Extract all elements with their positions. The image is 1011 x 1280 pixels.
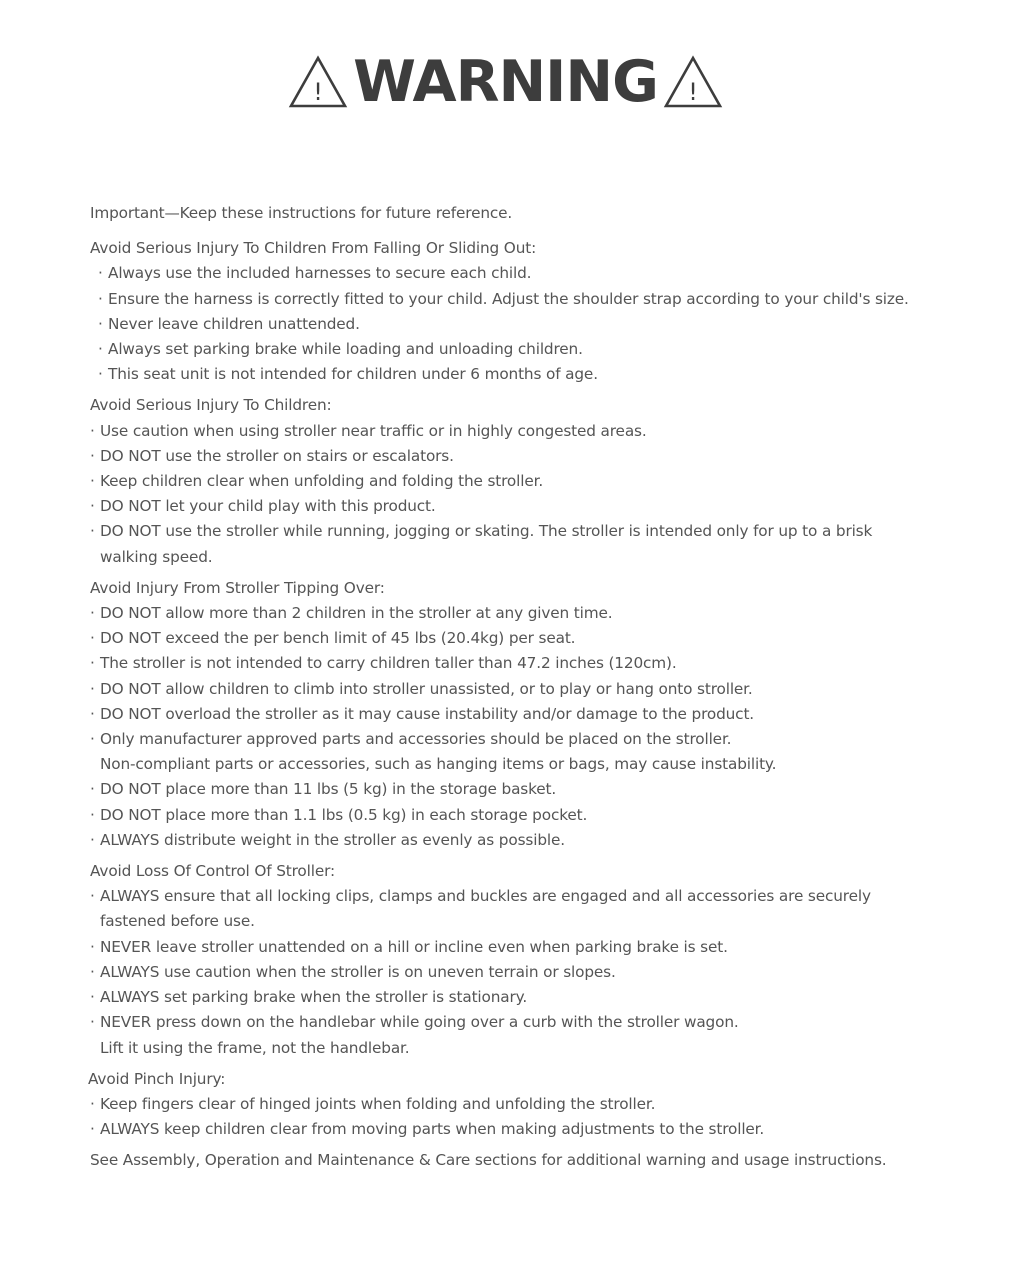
list-item [90, 419, 970, 444]
bullet-icon: · [90, 654, 95, 673]
list-item-text: The stroller is not intended to carry children taller than 47.2 inches (120cm). [100, 654, 677, 673]
list-item [90, 601, 970, 626]
bullet-icon: · [90, 446, 95, 465]
list-item-continuation: walking speed. [100, 547, 213, 566]
warning-section [90, 1067, 970, 1143]
bullet-icon: · [98, 340, 103, 359]
list-item-continuation: fastened before use. [100, 912, 255, 931]
bullet-icon: · [90, 497, 95, 516]
bullet-icon: · [98, 314, 103, 333]
bullet-icon: · [90, 887, 95, 906]
list-item [90, 261, 970, 286]
list-item [90, 651, 970, 676]
bullet-icon: · [90, 472, 95, 491]
warning-triangle-icon [287, 54, 349, 110]
bullet-icon: · [90, 805, 95, 824]
bullet-icon: · [90, 780, 95, 799]
list-item [90, 469, 970, 494]
list-item [90, 1010, 970, 1035]
warning-content [90, 201, 970, 1174]
list-item-text: DO NOT use the stroller while running, jogging or skating. The stroller is intended only for up to a brisk [100, 522, 873, 541]
warning-list [90, 419, 970, 570]
list-item-text: DO NOT place more than 1.1 lbs (0.5 kg) in each storage pocket. [100, 805, 588, 824]
bullet-icon: · [98, 264, 103, 283]
list-item [90, 935, 970, 960]
list-item-text: ALWAYS use caution when the stroller is on uneven terrain or slopes. [100, 962, 616, 981]
list-item-text: DO NOT use the stroller on stairs or escalators. [100, 446, 454, 465]
bullet-icon: · [90, 937, 95, 956]
list-item-text: Only manufacturer approved parts and accessories should be placed on the stroller. [100, 730, 732, 749]
bullet-icon: · [90, 629, 95, 648]
list-item-continuation: Lift it using the frame, not the handlebar. [100, 1038, 410, 1057]
footer-note: See Assembly, Operation and Maintenance & Care sections for additional warning and usage instructions. [90, 1151, 887, 1170]
warning-section [90, 576, 970, 853]
list-item-text: NEVER press down on the handlebar while going over a curb with the stroller wagon. [100, 1013, 739, 1032]
warning-sections [90, 236, 970, 1142]
list-item [90, 960, 970, 985]
warning-triangle-icon [662, 54, 724, 110]
warning-list [90, 1092, 970, 1142]
list-item-text: Keep children clear when unfolding and folding the stroller. [100, 472, 544, 491]
list-item-text: Never leave children unattended. [108, 314, 360, 333]
bullet-icon: · [98, 365, 103, 384]
bullet-icon: · [90, 421, 95, 440]
list-item-text: ALWAYS keep children clear from moving parts when making adjustments to the stroller. [100, 1120, 765, 1139]
list-item [90, 828, 970, 853]
warning-symbol: ! [688, 78, 698, 106]
bullet-icon: · [90, 1013, 95, 1032]
section-heading: Avoid Loss Of Control Of Stroller: [90, 862, 335, 881]
list-item-text: DO NOT exceed the per bench limit of 45 lbs (20.4kg) per seat. [100, 629, 576, 648]
page-title: WARNING [353, 49, 658, 115]
list-item-text: Use caution when using stroller near traffic or in highly congested areas. [100, 421, 647, 440]
list-item [90, 494, 970, 519]
list-item-text: ALWAYS set parking brake when the stroller is stationary. [100, 988, 528, 1007]
warning-list [90, 601, 970, 853]
bullet-icon: · [90, 830, 95, 849]
list-item [90, 803, 970, 828]
list-item-text: This seat unit is not intended for children under 6 months of age. [108, 365, 598, 384]
list-item-text: Always use the included harnesses to secure each child. [108, 264, 532, 283]
list-item-text: DO NOT let your child play with this product. [100, 497, 436, 516]
bullet-icon: · [90, 1094, 95, 1113]
list-item [90, 1117, 970, 1142]
list-item [90, 777, 970, 802]
bullet-icon: · [90, 679, 95, 698]
list-item-text: DO NOT allow children to climb into stroller unassisted, or to play or hang onto stroller. [100, 679, 753, 698]
warning-list [90, 261, 970, 387]
section-heading: Avoid Serious Injury To Children: [90, 396, 332, 415]
intro-text: Important—Keep these instructions for future reference. [90, 204, 513, 222]
bullet-icon: · [90, 988, 95, 1007]
list-item [90, 702, 970, 727]
list-item-text: DO NOT allow more than 2 children in the stroller at any given time. [100, 604, 613, 623]
warning-list [90, 884, 970, 1060]
bullet-icon: · [90, 730, 95, 749]
list-item [90, 312, 970, 337]
list-item-text: ALWAYS distribute weight in the stroller as evenly as possible. [100, 830, 565, 849]
list-item-text: NEVER leave stroller unattended on a hill or incline even when parking brake is set. [100, 937, 728, 956]
section-heading: Avoid Pinch Injury: [88, 1069, 226, 1088]
bullet-icon: · [98, 289, 103, 308]
list-item-text: Ensure the harness is correctly fitted to your child. Adjust the shoulder strap according to your child's size. [108, 289, 909, 308]
bullet-icon: · [90, 704, 95, 723]
bullet-icon: · [90, 604, 95, 623]
bullet-icon: · [90, 962, 95, 981]
list-item [90, 362, 970, 387]
list-item [90, 444, 970, 469]
warning-symbol: ! [313, 78, 323, 106]
list-item [90, 1092, 970, 1117]
warning-section [90, 859, 970, 1061]
bullet-icon: · [90, 522, 95, 541]
list-item-text: Keep fingers clear of hinged joints when folding and unfolding the stroller. [100, 1094, 656, 1113]
list-item [90, 985, 970, 1010]
warning-section [90, 393, 970, 569]
list-item-text: ALWAYS ensure that all locking clips, clamps and buckles are engaged and all accessories are securely [100, 887, 871, 906]
section-heading: Avoid Serious Injury To Children From Falling Or Sliding Out: [90, 239, 537, 258]
list-item [90, 677, 970, 702]
list-item-text: Always set parking brake while loading and unloading children. [108, 340, 583, 359]
warning-title [0, 50, 1011, 114]
list-item [90, 337, 970, 362]
list-item-continuation: Non-compliant parts or accessories, such as hanging items or bags, may cause instability. [100, 755, 777, 774]
list-item [90, 884, 970, 909]
list-item [90, 287, 970, 312]
bullet-icon: · [90, 1120, 95, 1139]
list-item-text: DO NOT overload the stroller as it may cause instability and/or damage to the product. [100, 704, 755, 723]
list-item [90, 626, 970, 651]
section-heading: Avoid Injury From Stroller Tipping Over: [90, 578, 385, 597]
warning-section [90, 236, 970, 387]
list-item [90, 727, 970, 752]
list-item-text: DO NOT place more than 11 lbs (5 kg) in the storage basket. [100, 780, 557, 799]
list-item [90, 519, 970, 544]
